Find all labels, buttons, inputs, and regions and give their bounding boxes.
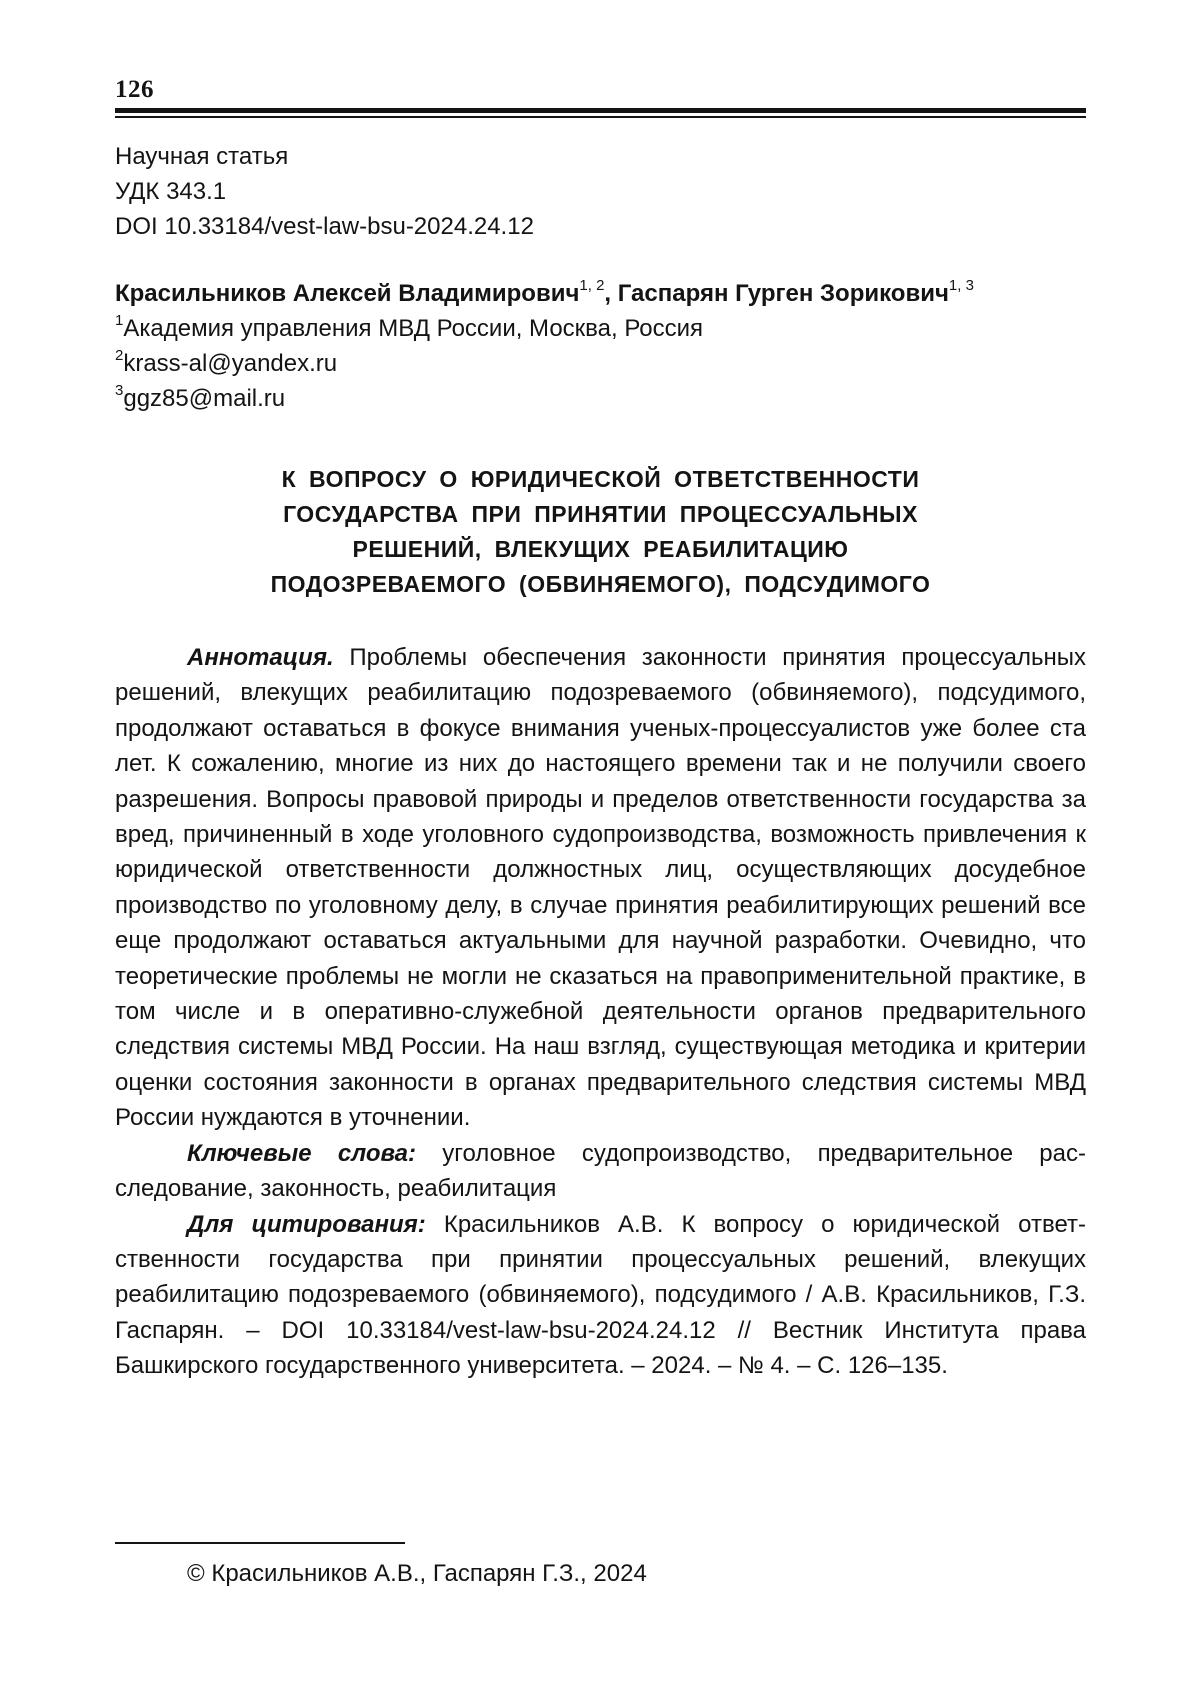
affiliation-3	[115, 381, 974, 416]
article-front-matter	[115, 640, 1086, 1384]
title-line: ГОСУДАРСТВА ПРИ ПРИНЯТИИ ПРОЦЕССУАЛЬНЫХ	[283, 501, 918, 527]
keywords-label: Ключевые слова:	[187, 1139, 416, 1167]
footnote-rule	[115, 1542, 405, 1544]
keywords-paragraph	[115, 1136, 1086, 1207]
affiliation-mark: 3	[115, 382, 124, 399]
affiliation-text: Академия управления МВД России, Москва, Россия	[123, 315, 704, 342]
affiliation-mark: 2	[115, 347, 124, 364]
title-line: РЕШЕНИЙ, ВЛЕКУЩИХ РЕАБИЛИТАЦИЮ	[352, 536, 849, 562]
article-title	[115, 462, 1086, 602]
authors-block	[115, 276, 974, 416]
page-number: 126	[115, 76, 154, 103]
author-1-email: krass-al@yandex.ru	[123, 350, 338, 377]
copyright-footnote: © Красильников А.В., Гаспарян Г.З., 2024	[187, 1560, 647, 1587]
author-1-name: Красильников Алексей Владимирович	[115, 280, 580, 307]
citation-paragraph	[115, 1207, 1086, 1384]
author-2-email: ggz85@mail.ru	[123, 385, 286, 412]
author-separator: ,	[604, 280, 618, 307]
header-rule-thin	[115, 116, 1086, 118]
abstract-label: Аннотация.	[187, 644, 334, 671]
udc-code: УДК 343.1	[115, 178, 227, 205]
author-2-name: Гаспарян Гурген Зорикович	[617, 280, 949, 307]
header-rule-thick	[115, 108, 1086, 113]
title-line: К ВОПРОСУ О ЮРИДИЧЕСКОЙ ОТВЕТСТВЕННОСТИ	[281, 466, 920, 492]
citation-text: Красильников А.В. К вопросу о юридической ответственности государства при принятии процессуальных решений, влекущих реабилитацию подозреваемого (обвиняемого), подсудимого / А.В. Красильников, Г.З. Гаспарян. – DOI 10.33184/vest-law-bsu-2024.24.12 // Вестник Института права Башкирского государственного университета. – 2024. – № 4. – С. 126–135.	[115, 1210, 1086, 1380]
article-meta	[115, 139, 534, 244]
author-2-affiliation-marks: 1, 3	[948, 277, 974, 294]
citation-label: Для цитирования:	[187, 1210, 426, 1238]
article-type: Научная статья	[115, 143, 289, 170]
author-1-affiliation-marks: 1, 2	[579, 277, 605, 294]
abstract-text: Проблемы обеспечения законности принятия процессуальных решений, влекущих реабилитацию подозреваемого (обвиняемого), подсудимого, продолжают оставаться в фокусе внимания ученых-процессуалистов уже более ста лет. К сожалению, многие из них до настоящего времени так и не получили своего разрешения. Вопросы правовой природы и пределов ответственности государства за вред, причиненный в ходе уголовного судопроизводства, возможность привлечения к юридической ответственности должностных лиц, осуществляющих досудебное производство по уголовному делу, в случае принятия реабилитирующих решений все еще продолжают оставаться актуальными для научной разработки. Очевидно, что теоретические проблемы не могли не сказаться на правоприменительной практике, в том числе и в оперативно-служебной деятельности органов предварительного следствия системы МВД России. На наш взгляд, существующая методика и критерии оценки состояния законности в органах предварительного следствия системы МВД России нуждаются в уточнении.	[115, 644, 1087, 1132]
title-line: ПОДОЗРЕВАЕМОГО (ОБВИНЯЕМОГО), ПОДСУДИМОГО	[270, 571, 931, 597]
abstract-paragraph	[115, 640, 1086, 1136]
keywords-text: уголовное судопроизводство, предварительное расследование, законность, реабилитация	[115, 1139, 1086, 1203]
doi: DOI 10.33184/vest-law-bsu-2024.24.12	[115, 213, 534, 240]
affiliation-2	[115, 346, 974, 381]
affiliation-1	[115, 311, 974, 346]
author-names	[115, 276, 974, 311]
affiliation-mark: 1	[115, 312, 124, 329]
